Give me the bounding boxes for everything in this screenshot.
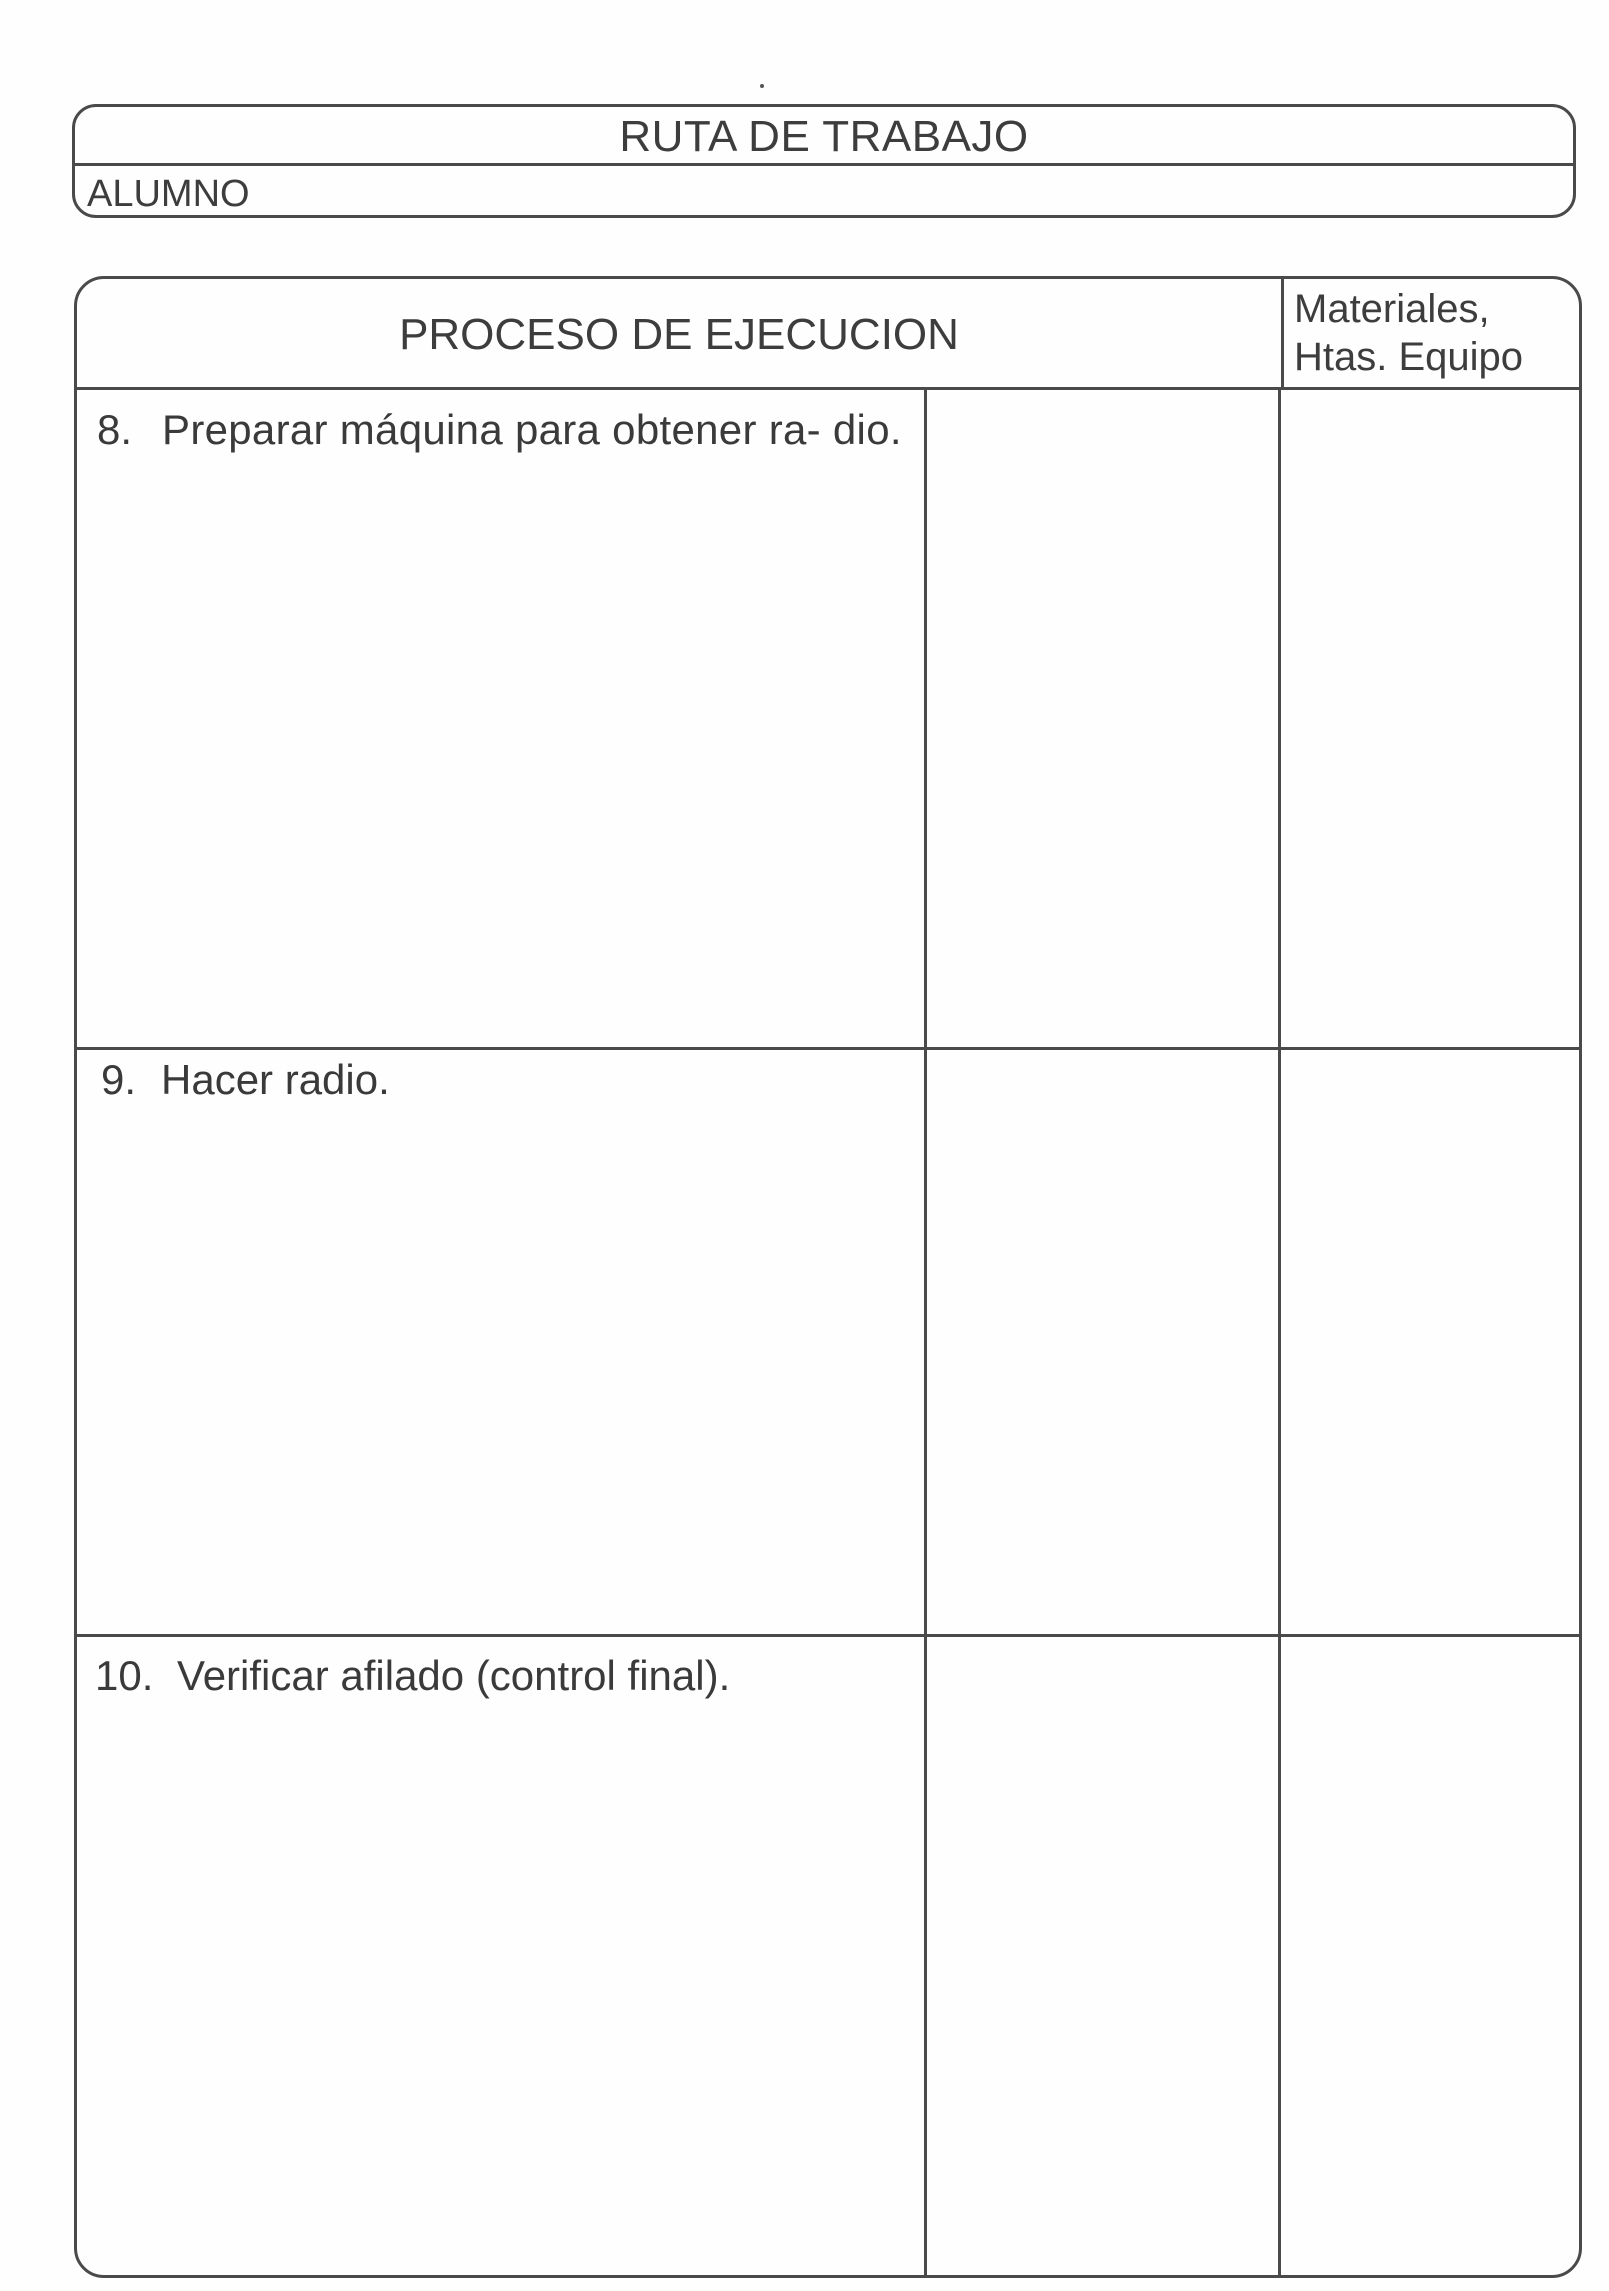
- process-table: [74, 276, 1582, 2278]
- table-row-step-9: [101, 1053, 921, 1113]
- table-header: [77, 279, 1579, 390]
- print-speck: [760, 84, 764, 88]
- column-divider-middle: [924, 387, 927, 2277]
- step-text: Preparar máquina para obtener ra- dio.: [162, 406, 902, 453]
- row-divider-1: [77, 1047, 1579, 1050]
- step-text: Verificar afilado (control final).: [177, 1652, 731, 1699]
- header-box: [72, 104, 1576, 218]
- page-title: RUTA DE TRABAJO: [75, 107, 1573, 166]
- table-row-step-8: [97, 403, 917, 523]
- materials-header-line2: Htas. Equipo: [1294, 335, 1524, 379]
- step-text: Hacer radio.: [161, 1056, 390, 1103]
- student-label: ALUMNO: [87, 173, 250, 215]
- column-divider-materials: [1278, 387, 1281, 2277]
- table-row-step-10: [95, 1649, 915, 1709]
- step-number: 9.: [101, 1056, 137, 1103]
- materials-header: [1281, 279, 1579, 387]
- row-divider-2: [77, 1634, 1579, 1637]
- process-header: PROCESO DE EJECUCION: [399, 310, 959, 359]
- materials-header-line1: Materiales,: [1294, 287, 1490, 331]
- step-number: 10.: [95, 1652, 154, 1699]
- step-number: 8.: [97, 406, 133, 453]
